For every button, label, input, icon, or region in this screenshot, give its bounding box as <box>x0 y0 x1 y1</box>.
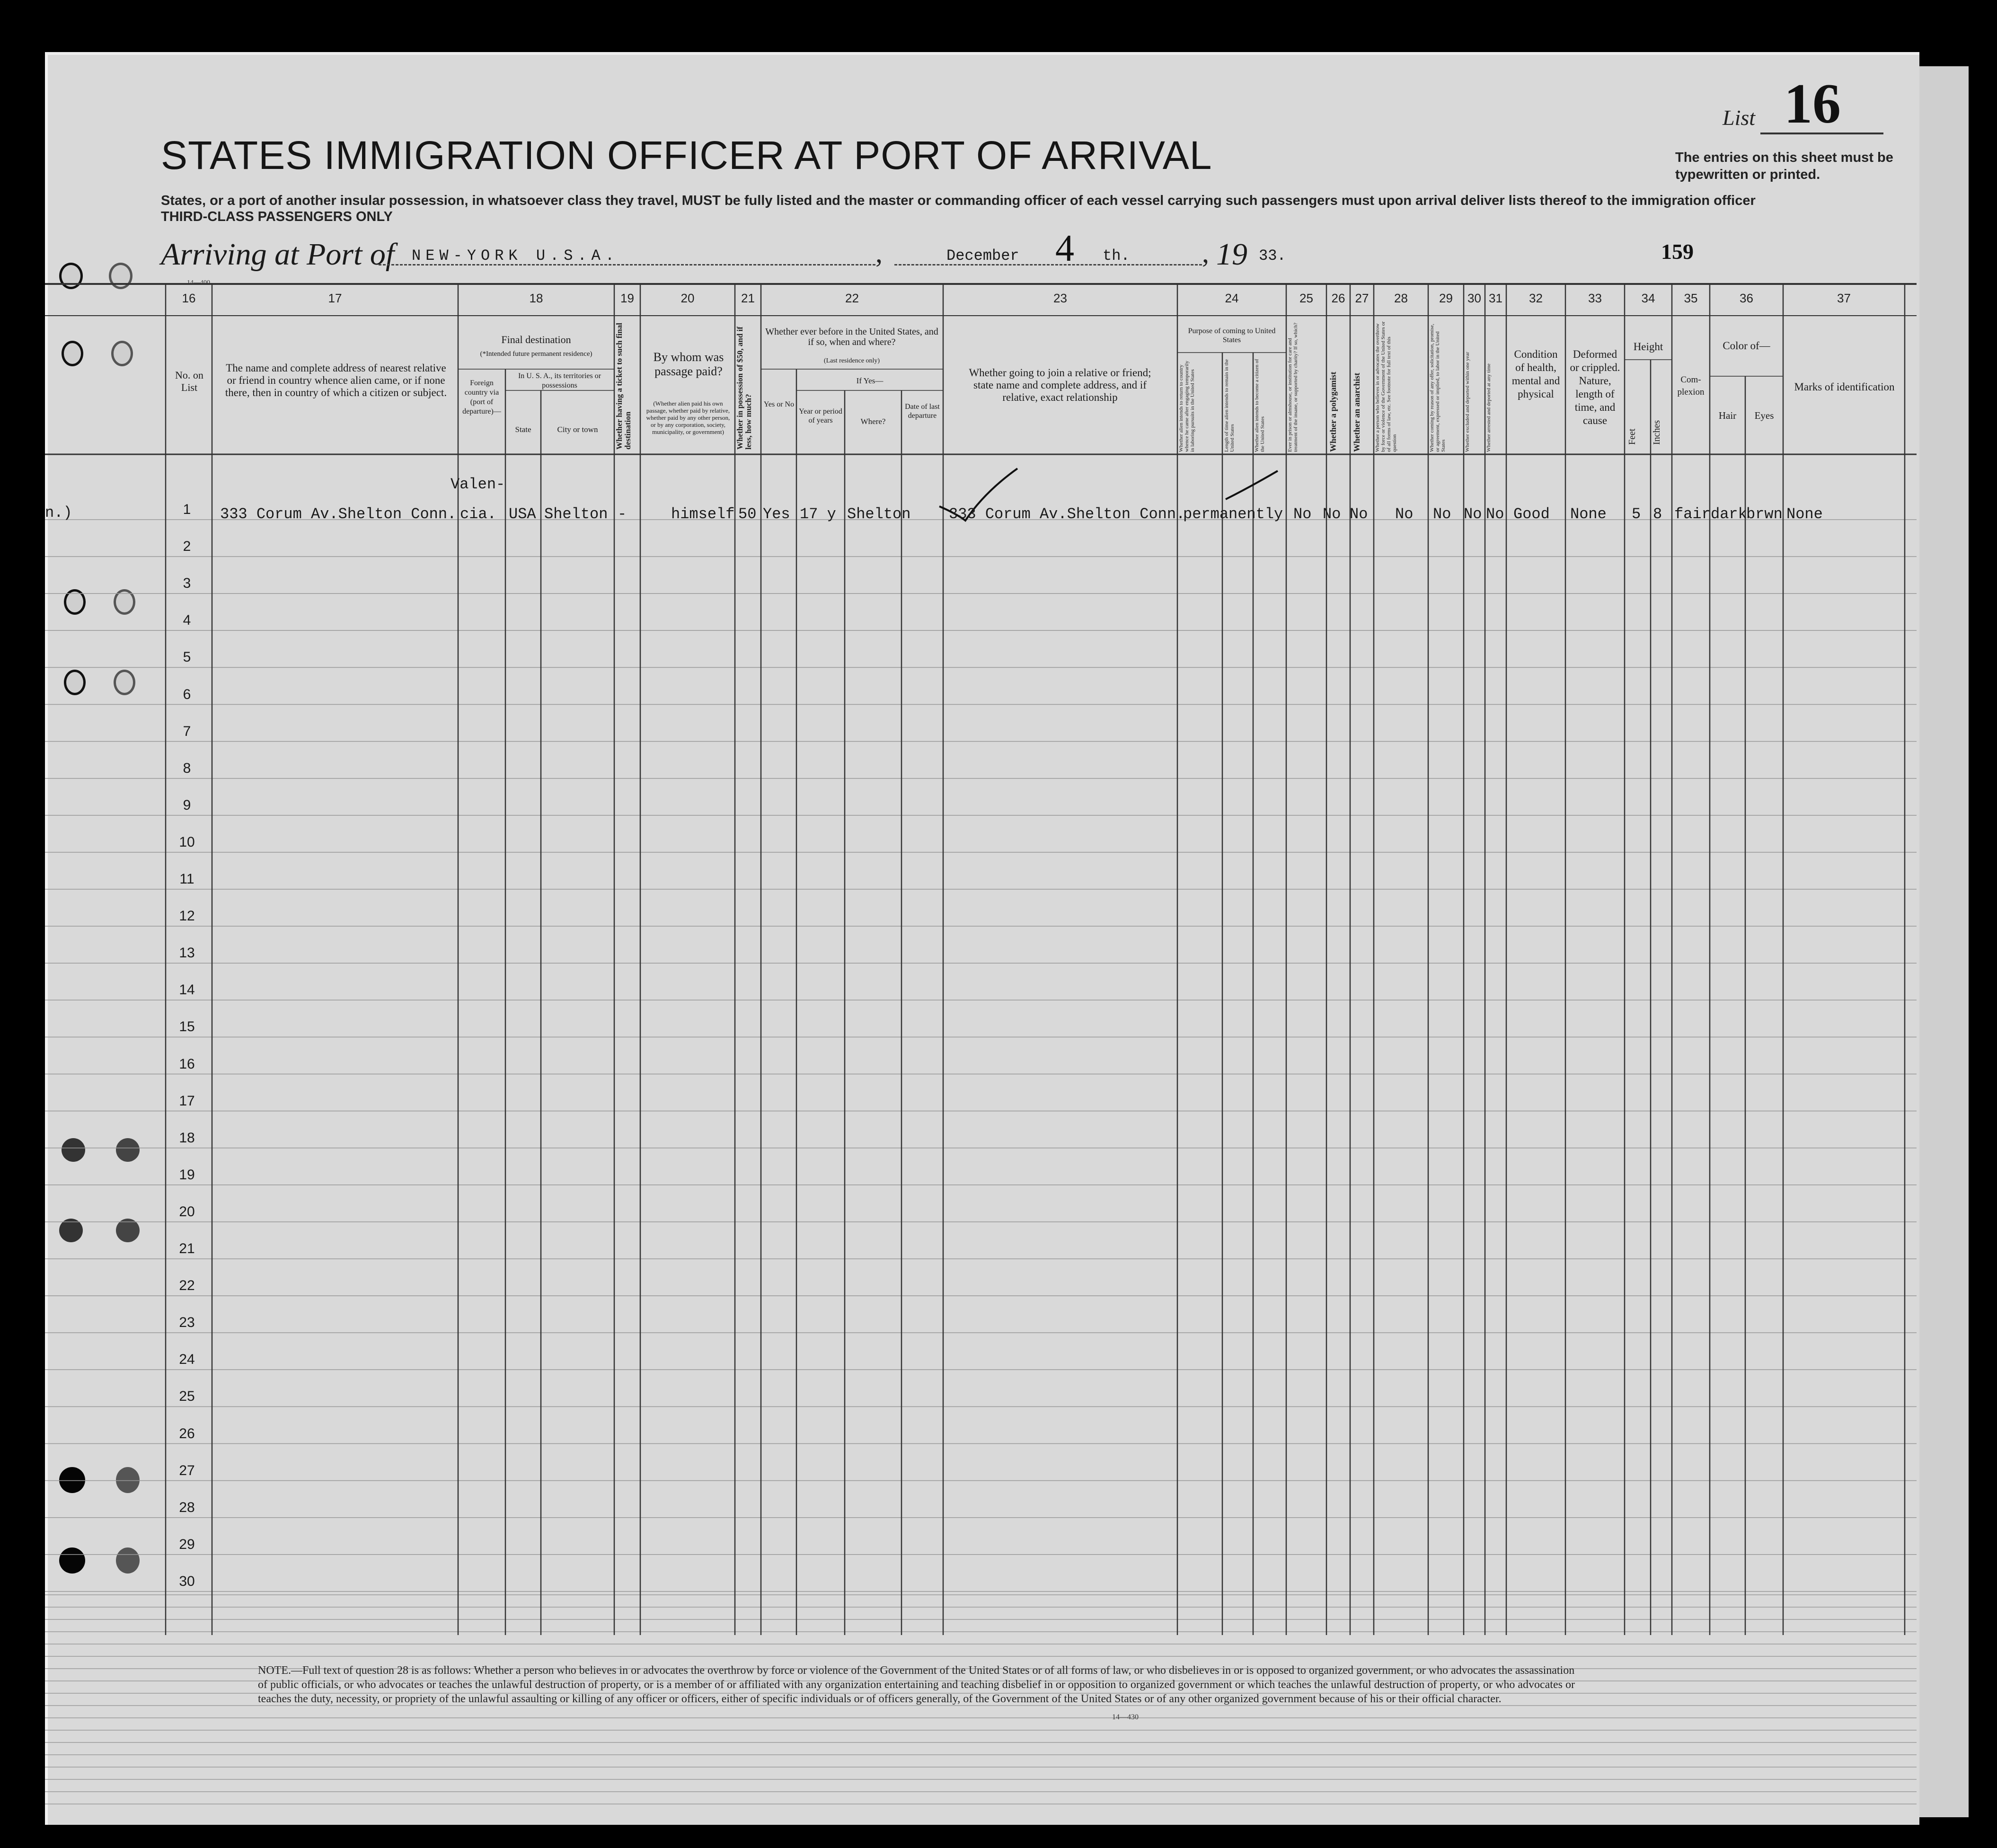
col-number: 17 <box>328 291 342 305</box>
header-if-yes: If Yes— <box>856 376 884 385</box>
form-code: 14—400 <box>187 279 210 286</box>
row-number: 1 <box>183 502 191 517</box>
header-year-period: Year or period of years <box>799 407 842 424</box>
header-hair: Hair <box>1718 410 1737 421</box>
col-number: 22 <box>845 291 859 305</box>
header-offer-to-labor: Whether coming by reason of any offer, solicitation, promise, or agreement, expressed or implied, to labor in the United States <box>1429 324 1446 452</box>
header-return-intent: Whether alien intends to return to country whence he came after engaging temporarily in laboring pursuits in the United States <box>1178 361 1195 452</box>
row-number: 30 <box>179 1573 195 1589</box>
header-last-residence: (Last residence only) <box>823 357 880 364</box>
header-excluded: Whether excluded and deported within one year <box>1465 352 1470 452</box>
row-number: 4 <box>183 612 191 628</box>
page-title: STATES IMMIGRATION OFFICER AT PORT OF ARRIVAL <box>161 133 1212 177</box>
header-citizen-intent: Whether alien intends to become a citizen of the United States <box>1254 359 1265 452</box>
row-number: 26 <box>179 1425 195 1441</box>
row-number: 11 <box>179 871 194 887</box>
row-number: 16 <box>179 1056 195 1072</box>
header-height: Height <box>1633 341 1663 353</box>
row-number: 23 <box>179 1315 195 1331</box>
ticket-value: - <box>618 505 627 523</box>
header-inches: Inches <box>1652 420 1662 445</box>
date-comma: , <box>1202 237 1209 268</box>
port-value: NEW-YORK U.S.A. <box>412 247 619 265</box>
row-number: 27 <box>179 1462 195 1478</box>
row-number: 21 <box>179 1241 195 1256</box>
row-number: 22 <box>179 1278 195 1294</box>
col-number: 29 <box>1439 291 1453 305</box>
row-number: 10 <box>179 834 195 850</box>
header-overthrow: Whether a person who believes in or advocates the overthrow by force or violence of the Government of the United States or of all forms of law, etc. See footnote for full text of this question <box>1375 321 1397 452</box>
header-feet: Feet <box>1627 428 1637 445</box>
eyes-value: brwn <box>1746 505 1783 523</box>
deformed-value: None <box>1570 505 1607 523</box>
row-number: 29 <box>179 1536 195 1552</box>
header-eyes: Eyes <box>1754 410 1774 421</box>
header-last-departure: Date of last departure <box>905 403 940 420</box>
overthrow-value: No <box>1395 505 1414 523</box>
row-number: 20 <box>179 1203 195 1220</box>
header-polygamist: Whether a polygamist <box>1328 371 1338 452</box>
header-money: Whether in possession of $50, and if less, how much? <box>735 327 753 450</box>
before-yes-value: Yes <box>763 505 790 523</box>
col-number: 30 <box>1467 291 1481 305</box>
remain-value: permanently <box>1183 505 1283 523</box>
excluded-value: No <box>1464 505 1482 523</box>
col-number: 18 <box>529 291 543 305</box>
health-value: Good <box>1513 505 1550 523</box>
footnote-code: 14—430 <box>1112 1713 1139 1721</box>
header-before-in-us: Whether ever before in the United States, and if so, when and where? <box>765 327 938 347</box>
row-number: 8 <box>183 760 191 776</box>
header-going-to-join: Whether going to join a relative or friend; state name and complete address, and if relative, exact relationship <box>969 367 1151 403</box>
header-state: State <box>515 425 531 434</box>
header-passage-paid: By whom was passage paid? <box>653 350 724 378</box>
hair-value: dark <box>1711 505 1747 523</box>
header-deported: Whether arrested and deported at any time <box>1486 363 1492 452</box>
dest-city: Shelton <box>544 505 608 523</box>
col-number: 20 <box>680 291 695 305</box>
header-foreign-country: Foreign country via (port of departure)— <box>462 379 501 416</box>
header-complexion: Com-plexion <box>1677 375 1705 397</box>
page-number: 159 <box>1661 239 1694 264</box>
col-number: 23 <box>1053 291 1067 305</box>
row-number: 25 <box>179 1388 195 1405</box>
row-number: 28 <box>179 1499 195 1515</box>
header-purpose: Purpose of coming to United States <box>1188 327 1276 344</box>
header-passage-note: (Whether alien paid his own passage, whether paid by relative, whether paid by any other person, or by any corporation, society, municipality, or government) <box>646 400 730 435</box>
money-value: 50 <box>738 505 757 523</box>
row-number: 3 <box>183 575 191 592</box>
instruction-text: States, or a port of another insular possession, in whatsoever class they travel, MUST be fully listed and the master or commanding officer of each vessel carrying such passengers must upon arrival deliver lists thereof to the immigration officer <box>161 193 1756 208</box>
header-length-of-stay: Length of time alien intends to remain in the United States <box>1224 359 1235 452</box>
row-number: 13 <box>179 945 195 961</box>
prison-value: No <box>1293 505 1312 523</box>
list-number: 16 <box>1784 72 1841 135</box>
header-health: Condition of health, mental and physical <box>1511 348 1560 400</box>
col-number: 37 <box>1837 291 1851 305</box>
foreign-country-bottom: cia. <box>460 505 496 523</box>
row-number: 19 <box>179 1167 195 1183</box>
typewritten-note: The entries on this sheet must be typewritten or printed. <box>1675 150 1893 182</box>
header-final-destination: Final destination <box>501 334 571 345</box>
class-label: THIRD-CLASS PASSENGERS ONLY <box>161 209 393 224</box>
join-address: 333 Corum Av.Shelton Conn. <box>949 505 1185 523</box>
anarchist-value: No <box>1350 505 1368 523</box>
row-number: 12 <box>179 908 195 924</box>
offer-value: No <box>1433 505 1451 523</box>
month-value: December <box>946 247 1019 265</box>
header-nearest-relative: The name and complete address of nearest relative or friend in country whence alien came, or if none there, then in country of which a citizen or subject. <box>225 362 447 398</box>
marks-value: None <box>1786 505 1823 523</box>
col-number: 21 <box>741 291 755 305</box>
header-city: City or town <box>557 425 598 434</box>
header-in-usa: In U. S. A., its territories or possessions <box>518 372 601 389</box>
col-number: 36 <box>1740 291 1753 305</box>
row-number: 17 <box>179 1093 195 1109</box>
row-number: 6 <box>183 686 191 702</box>
period-value: 17 y <box>800 505 836 523</box>
header-yes-no: Yes or No <box>763 400 795 408</box>
paid-by-value: himself <box>671 505 735 523</box>
col-number: 28 <box>1394 291 1408 305</box>
col-number: 16 <box>182 291 196 305</box>
header-ticket: Whether having a ticket to such final destination <box>615 323 632 450</box>
col-number: 33 <box>1588 291 1602 305</box>
row-number: 15 <box>179 1019 195 1035</box>
header-prison: Ever in prison or almshouse, or institution for care and treatment of the insane, or supported by charity? If so, which? <box>1287 322 1299 452</box>
col-number: 26 <box>1331 291 1345 305</box>
year-prefix: 19 <box>1216 237 1247 272</box>
deported-value: No <box>1486 505 1504 523</box>
list-label: List <box>1723 106 1756 130</box>
where-value: Shelton <box>847 505 911 523</box>
row-number: 14 <box>179 982 195 998</box>
col-number: 31 <box>1489 291 1502 305</box>
col-number: 27 <box>1355 291 1369 305</box>
header-anarchist: Whether an anarchist <box>1352 372 1361 452</box>
arriving-label: Arriving at Port of <box>161 237 395 272</box>
col-number: 32 <box>1529 291 1543 305</box>
relative-address: 333 Corum Av.Shelton Conn. <box>220 505 457 523</box>
row-number: 24 <box>179 1352 195 1368</box>
complexion-value: fair <box>1674 505 1711 523</box>
row-number: 7 <box>183 723 191 739</box>
footnote: NOTE.—Full text of question 28 is as follows: Whether a person who believes in or advocates the overthrow by force or violence of the Government of the United States or of all forms of law, or who disbelieves in or is opposed to organized government, or who advocates the assassination of public officials, or who advocates or teaches the unlawful destruction of property, or is a member of or affiliated with any organization entertaining and teaching disbelief in or opposition to organized government or which teaches the unlawful destruction of property, or who advocates or teaches the duty, necessity, or propriety of the unlawful assaulting or killing of any officer or officers, either of specific individuals or of officers generally, of the Government of the United States or of any other organized government because of his or their official character. <box>258 1664 1575 1705</box>
row-number: 9 <box>183 797 191 813</box>
header-deformed: Deformed or crippled. Nature, length of time, and cause <box>1570 348 1620 426</box>
row-number: 18 <box>179 1130 195 1146</box>
col-number: 34 <box>1641 291 1655 305</box>
polygamist-value: No <box>1323 505 1341 523</box>
header-no-on-list: No. on List <box>175 369 203 393</box>
day-suffix: th. <box>1103 247 1130 265</box>
height-inches-value: 8 <box>1653 505 1662 523</box>
port-comma: , <box>875 237 883 268</box>
header-color-of: Color of— <box>1723 340 1770 352</box>
header-where: Where? <box>860 417 886 426</box>
height-feet-value: 5 <box>1632 505 1641 523</box>
dest-state: USA <box>509 505 536 523</box>
col-number: 35 <box>1684 291 1698 305</box>
col-number: 19 <box>620 291 634 305</box>
col-number: 24 <box>1225 291 1239 305</box>
row-number: 2 <box>183 539 191 555</box>
foreign-country-top: Valen- <box>451 476 505 493</box>
margin-fragment: n.) <box>45 504 72 522</box>
year-value: 33. <box>1259 247 1286 265</box>
header-final-destination-note: (*Intended future permanent residence) <box>480 350 592 358</box>
col-number: 25 <box>1299 291 1313 305</box>
header-marks: Marks of identification <box>1794 381 1895 393</box>
row-number: 5 <box>183 649 191 665</box>
day-value: 4 <box>1055 228 1074 269</box>
